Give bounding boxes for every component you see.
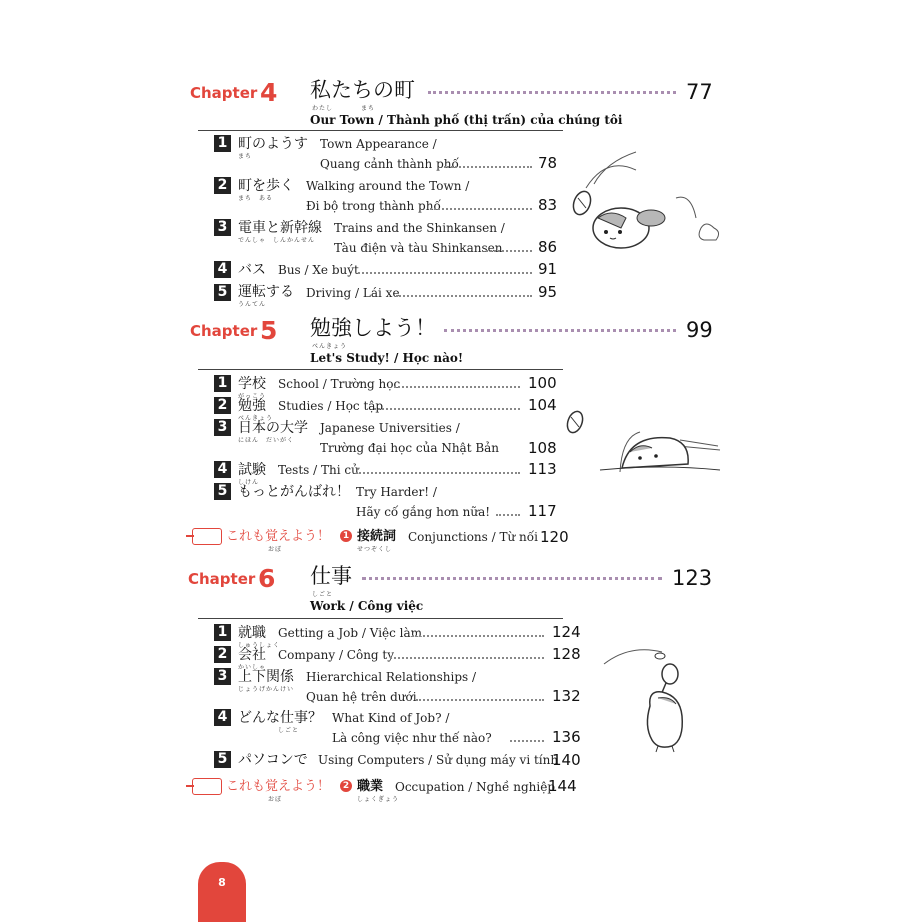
bonus-kanji-ruby: せつぞくし <box>357 546 393 553</box>
chapter-page: 77 <box>686 80 713 104</box>
lesson-number: 1 <box>214 135 231 152</box>
chapter-subtitle: Work / Công việc <box>310 599 424 613</box>
lesson-title-vi: Tàu điện và tàu Shinkansen <box>334 241 503 255</box>
lesson-title-vi: Hãy cố gắng hơn nữa! <box>356 505 491 519</box>
bonus-page: 120 <box>540 528 569 546</box>
hamster-peeking-icon <box>560 402 730 482</box>
bonus-title-en: Occupation / Nghề nghiệp <box>395 780 555 794</box>
lesson-title-en: Try Harder! / <box>356 485 437 499</box>
lesson-number: 2 <box>214 177 231 194</box>
lesson-title-en: Walking around the Town / <box>306 179 470 193</box>
lesson-title-jp: 学校 <box>238 376 266 392</box>
lesson-ruby: にほん だいがく <box>238 437 295 444</box>
chapter-page: 99 <box>686 318 713 342</box>
lesson-ruby: がっこう <box>238 393 267 400</box>
lesson-ruby: まち <box>238 153 253 160</box>
bonus-ruby: おぼ <box>268 546 283 553</box>
lesson-page: 113 <box>528 460 557 478</box>
leader-dots <box>416 699 544 701</box>
lesson-number: 5 <box>214 483 231 500</box>
lesson-title-jp: もっとがんばれ！ <box>238 484 350 500</box>
lesson-page: 128 <box>552 645 581 663</box>
lesson-ruby: しゅうしょく <box>238 642 281 649</box>
lesson-page: 78 <box>538 154 558 172</box>
lesson-page: 86 <box>538 238 558 256</box>
lesson-number: 5 <box>214 284 231 301</box>
lesson-page: 104 <box>528 396 557 414</box>
bonus-heading: これも覚えよう！ <box>226 529 331 544</box>
leader-dots <box>390 657 544 659</box>
lesson-title-en: Bus / Xe buýt <box>278 263 359 277</box>
page-number-tab <box>198 862 246 922</box>
lesson-ruby: まち ある <box>238 195 274 202</box>
lesson-title-en: Tests / Thi cử <box>278 463 359 477</box>
hamster-rugby-icon <box>566 148 726 268</box>
lesson-title-vi: Quan hệ trên dưới <box>306 690 417 704</box>
chapter-label: Chapter <box>188 570 256 588</box>
lesson-number: 4 <box>214 461 231 478</box>
leader-dots <box>428 91 676 94</box>
chapter-number: 6 <box>258 564 276 593</box>
lesson-page: 108 <box>528 439 557 457</box>
lesson-title-jp: 上下関係 <box>238 669 294 685</box>
chapter-title: 勉強しよう！ <box>310 316 436 340</box>
lesson-title-jp: 試験 <box>238 462 266 478</box>
lesson-title-en: Studies / Học tập <box>278 399 384 413</box>
leader-dots <box>444 329 676 332</box>
leader-dots <box>374 408 520 410</box>
leader-dots <box>358 272 532 274</box>
lesson-title-jp: 勉強 <box>238 398 266 414</box>
lesson-number: 4 <box>214 709 231 726</box>
bookmark-tab-icon <box>192 778 222 795</box>
lesson-title-en: Town Appearance / <box>320 137 437 151</box>
lesson-ruby: べんきょう <box>238 415 274 422</box>
lesson-ruby: しごと <box>278 727 300 734</box>
lesson-title-en: Driving / Lái xe <box>306 286 400 300</box>
lesson-title-jp: 会社 <box>238 647 266 663</box>
bonus-kanji-ruby: しょくぎょう <box>357 796 400 803</box>
bonus-page: 144 <box>548 777 577 795</box>
chapter-ruby: べんきょう <box>312 343 348 350</box>
lesson-number: 1 <box>214 375 231 392</box>
page-number: 8 <box>218 876 226 889</box>
lesson-title-en: What Kind of Job? / <box>332 711 450 725</box>
lesson-page: 136 <box>552 728 581 746</box>
lesson-title-jp: 運転する <box>238 284 294 300</box>
lesson-page: 100 <box>528 374 557 392</box>
lesson-title-jp: 就職 <box>238 625 266 641</box>
lesson-ruby: かいしゃ <box>238 664 267 671</box>
chapter-subtitle: Our Town / Thành phố (thị trấn) của chúng tôi <box>310 113 623 127</box>
leader-dots <box>430 208 532 210</box>
lesson-title-jp: どんな仕事？ <box>238 710 322 726</box>
lesson-title-en: Company / Công ty <box>278 648 395 662</box>
lesson-page: 132 <box>552 687 581 705</box>
chapter-ruby: わたし まち <box>312 105 376 112</box>
hamster-racket-icon <box>600 640 710 760</box>
bonus-kanji: 職業 <box>357 779 384 794</box>
lesson-page: 124 <box>552 623 581 641</box>
leader-dots <box>444 166 532 168</box>
leader-dots <box>394 386 520 388</box>
lesson-title-vi: Đi bộ trong thành phố <box>306 199 441 213</box>
leader-dots <box>412 635 544 637</box>
chapter-title: 私たちの町 <box>310 78 415 102</box>
leader-dots <box>362 577 662 580</box>
chapter-number: 5 <box>260 316 278 345</box>
lesson-number: 3 <box>214 219 231 236</box>
lesson-title-jp: 町を歩く <box>238 178 294 194</box>
bonus-kanji: 接続詞 <box>357 529 397 544</box>
lesson-number: 2 <box>214 646 231 663</box>
leader-dots <box>356 472 520 474</box>
lesson-number: 3 <box>214 419 231 436</box>
chapter-subtitle: Let's Study! / Học nào! <box>310 351 464 365</box>
lesson-page: 83 <box>538 196 558 214</box>
bonus-number: 2 <box>340 780 352 792</box>
bonus-heading: これも覚えよう！ <box>226 779 331 794</box>
leader-dots <box>396 295 532 297</box>
lesson-title-jp: バス <box>238 262 266 278</box>
lesson-title-en: Trains and the Shinkansen / <box>334 221 505 235</box>
divider <box>198 369 563 370</box>
lesson-ruby: でんしゃ しんかんせん <box>238 237 316 244</box>
lesson-page: 95 <box>538 283 558 301</box>
lesson-title-en: Hierarchical Relationships / <box>306 670 477 684</box>
chapter-ruby: しごと <box>312 591 334 598</box>
chapter-title: 仕事 <box>310 564 352 588</box>
chapter-label: Chapter <box>190 322 258 340</box>
lesson-number: 1 <box>214 624 231 641</box>
chapter-page: 123 <box>672 566 713 590</box>
lesson-title-en: School / Trường học <box>278 377 401 391</box>
bookmark-tab-icon <box>192 528 222 545</box>
bonus-title-en: Conjunctions / Từ nối <box>408 530 538 544</box>
lesson-title-vi: Trường đại học của Nhật Bản <box>320 441 500 455</box>
lesson-ruby: しけん <box>238 479 260 486</box>
bonus-ruby: おぼ <box>268 796 283 803</box>
leader-dots <box>510 740 544 742</box>
divider <box>198 618 563 619</box>
lesson-title-jp: 町のようす <box>238 136 308 152</box>
lesson-page: 117 <box>528 502 557 520</box>
lesson-page: 91 <box>538 260 558 278</box>
lesson-number: 4 <box>214 261 231 278</box>
lesson-title-en: Using Computers / Sử dụng máy vi tính <box>318 753 559 767</box>
lesson-title-jp: 日本の大学 <box>238 420 308 436</box>
lesson-number: 3 <box>214 668 231 685</box>
lesson-title-vi: Quang cảnh thành phố <box>320 157 459 171</box>
lesson-title-jp: パソコンで <box>238 752 308 768</box>
leader-dots <box>496 514 520 516</box>
leader-dots <box>486 250 532 252</box>
lesson-ruby: うんてん <box>238 301 267 308</box>
lesson-title-vi: Là công việc như thế nào? <box>332 731 492 745</box>
lesson-number: 2 <box>214 397 231 414</box>
lesson-title-en: Japanese Universities / <box>320 421 460 435</box>
bonus-number: 1 <box>340 530 352 542</box>
divider <box>198 130 563 131</box>
lesson-title-jp: 電車と新幹線 <box>238 220 322 236</box>
chapter-number: 4 <box>260 78 278 107</box>
lesson-number: 5 <box>214 751 231 768</box>
chapter-label: Chapter <box>190 84 258 102</box>
lesson-page: 140 <box>552 751 581 769</box>
lesson-ruby: じょうげかんけい <box>238 686 295 693</box>
lesson-title-en: Getting a Job / Việc làm <box>278 626 423 640</box>
